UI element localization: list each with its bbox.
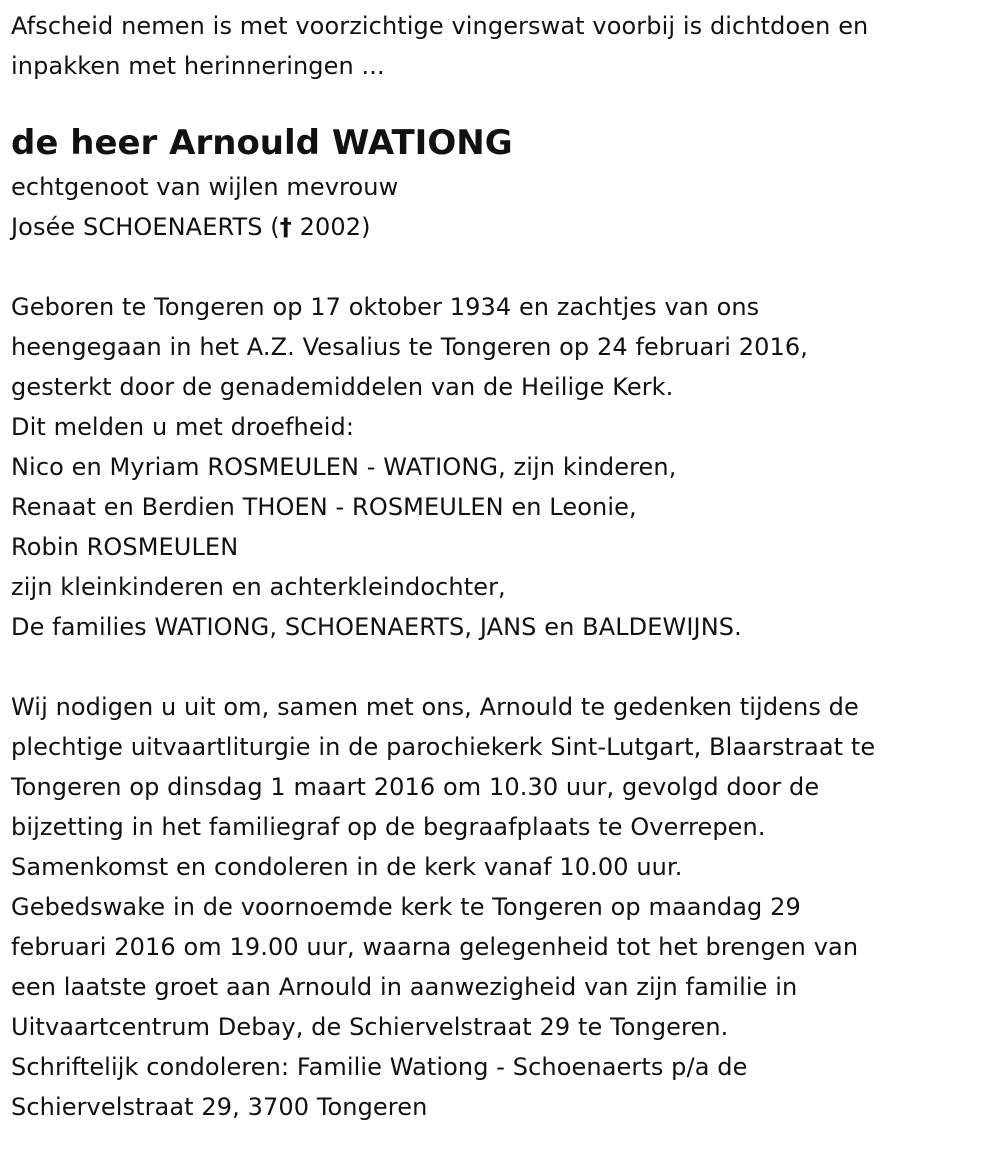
announcement-line: gesterkt door de genademiddelen van de Heilige Kerk. [11,373,674,401]
cross-icon: † [279,213,292,241]
announcement-line: Nico en Myriam ROSMEULEN - WATIONG, zijn kinderen, [11,453,677,481]
announcement-line: Robin ROSMEULEN [11,533,239,561]
announcement-line: De families WATIONG, SCHOENAERTS, JANS en BALDEWIJNS. [11,613,742,641]
intro-line: Afscheid nemen is met voorzichtige vingerswat voorbij is dichtdoen en [11,12,869,40]
spouse-line [11,207,991,247]
announcement-paragraph [11,287,991,647]
relation-line: echtgenoot van wijlen mevrouw [11,173,399,201]
invitation-line: Uitvaartcentrum Debay, de Schiervelstraat 29 te Tongeren. [11,1013,729,1041]
announcement-line: Renaat en Berdien THOEN - ROSMEULEN en Leonie, [11,493,637,521]
invitation-paragraph [11,687,991,1127]
spouse-death-year: 2002) [291,213,371,241]
announcement-line: Geboren te Tongeren op 17 oktober 1934 en zachtjes van ons [11,293,760,321]
invitation-line: Samenkomst en condoleren in de kerk vanaf 10.00 uur. [11,853,683,881]
invitation-line: februari 2016 om 19.00 uur, waarna gelegenheid tot het brengen van [11,933,859,961]
invitation-line: Schiervelstraat 29, 3700 Tongeren [11,1093,428,1121]
announcement-line: zijn kleinkinderen en achterkleindochter, [11,573,506,601]
invitation-line: een laatste groet aan Arnould in aanwezigheid van zijn familie in [11,973,798,1001]
announcement-line: heengegaan in het A.Z. Vesalius te Tongeren op 24 februari 2016, [11,333,808,361]
announcement-line: Dit melden u met droefheid: [11,413,355,441]
spouse-info [11,167,991,247]
invitation-line: bijzetting in het familiegraf op de begraafplaats te Overrepen. [11,813,766,841]
intro-line: inpakken met herinneringen ... [11,52,385,80]
invitation-line: Schriftelijk condoleren: Familie Wationg - Schoenaerts p/a de [11,1053,748,1081]
invitation-line: plechtige uitvaartliturgie in de parochiekerk Sint-Lutgart, Blaarstraat te [11,733,876,761]
spacer [11,647,991,687]
invitation-line: Wij nodigen u uit om, samen met ons, Arnould te gedenken tijdens de [11,693,859,721]
invitation-line: Gebedswake in de voornoemde kerk te Tongeren op maandag 29 [11,893,801,921]
intro-quote [11,6,991,86]
obituary-document [11,6,991,1127]
spouse-name: Josée SCHOENAERTS ( [11,213,280,241]
spacer [11,247,991,287]
invitation-line: Tongeren op dinsdag 1 maart 2016 om 10.30 uur, gevolgd door de [11,773,820,801]
deceased-name: de heer Arnould WATIONG [11,123,513,163]
